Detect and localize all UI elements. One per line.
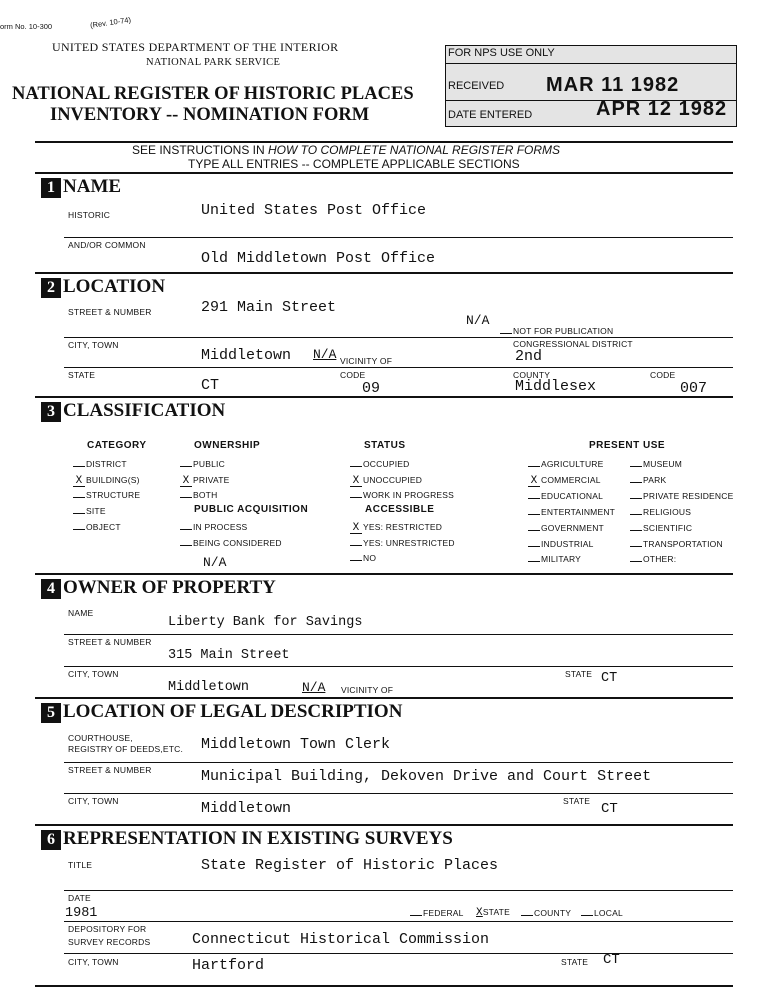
ownership-header: OWNERSHIP — [194, 440, 261, 451]
nps-use-only-label: FOR NPS USE ONLY — [448, 47, 555, 59]
depository-label-line1: DEPOSITORY FOR — [68, 924, 147, 934]
section-4-title: OWNER OF PROPERTY — [63, 577, 276, 598]
service-name: NATIONAL PARK SERVICE — [146, 57, 281, 68]
use-transportation[interactable] — [630, 539, 723, 549]
accessible-yes-restricted-label: YES: RESTRICTED — [363, 522, 443, 532]
form-title-line1: NATIONAL REGISTER OF HISTORIC PLACES — [12, 84, 414, 104]
category-site-label: SITE — [86, 506, 106, 517]
use-transportation-label: TRANSPORTATION — [643, 538, 723, 549]
owner-vicinity-label: VICINITY OF — [341, 685, 394, 695]
survey-local: LOCAL — [581, 907, 623, 918]
legal-street-value[interactable]: Municipal Building, Dekoven Drive and Court Street — [201, 768, 652, 785]
category-building-s-label: BUILDING(S) — [86, 474, 140, 485]
acquisition-in-process[interactable] — [180, 522, 247, 532]
accessible-no-label: NO — [363, 553, 377, 564]
section-2-number: 2 — [41, 278, 61, 298]
use-military-label: MILITARY — [541, 554, 582, 565]
section-1-title: NAME — [63, 176, 122, 197]
use-museum-label: MUSEUM — [643, 459, 682, 469]
state-code-value[interactable]: 09 — [362, 380, 381, 397]
owner-street-label: STREET & NUMBER — [68, 637, 152, 647]
category-site[interactable] — [73, 506, 106, 516]
use-religious-checkbox[interactable] — [630, 514, 642, 515]
use-private-residence-label: PRIVATE RESIDENCE — [643, 490, 734, 501]
owner-name-label: NAME — [68, 608, 94, 618]
acquisition-being-considered[interactable] — [180, 538, 282, 548]
courthouse-value[interactable]: Middletown Town Clerk — [201, 736, 391, 753]
survey-state: XSTATE — [476, 907, 510, 919]
received-stamp: MAR 11 1982 — [546, 74, 680, 96]
ownership-both[interactable] — [180, 490, 217, 500]
common-name-value[interactable]: Old Middletown Post Office — [201, 250, 436, 267]
survey-date-value[interactable]: 1981 — [65, 906, 98, 921]
ownership-public[interactable] — [180, 459, 225, 469]
legal-street-label: STREET & NUMBER — [68, 765, 152, 775]
county-label: COUNTY — [513, 370, 551, 380]
form-number: orm No. 10-300 — [0, 22, 53, 31]
use-commercial-label: COMMERCIAL — [541, 474, 601, 485]
status-unoccupied[interactable] — [350, 475, 422, 487]
use-industrial-checkbox[interactable] — [528, 546, 540, 547]
acquisition-being-considered-label: BEING CONSIDERED — [193, 537, 282, 548]
survey-state-label: STATE — [561, 957, 589, 967]
use-government-checkbox[interactable] — [528, 530, 540, 531]
accessible-yes-unrestricted-label: YES: UNRESTRICTED — [363, 537, 455, 548]
vicinity-of-label: VICINITY OF — [340, 356, 393, 366]
state-label: STATE — [68, 370, 96, 380]
use-industrial[interactable] — [528, 539, 594, 549]
use-park[interactable] — [630, 475, 666, 485]
use-scientific-label: SCIENTIFIC — [643, 522, 693, 533]
legal-state-label: STATE — [563, 796, 591, 806]
category-object-checkbox[interactable] — [73, 529, 85, 530]
ownership-both-label: BOTH — [193, 490, 218, 501]
congressional-district-value[interactable]: 2nd — [515, 348, 543, 365]
use-government-label: GOVERNMENT — [541, 522, 604, 533]
present-use-header: PRESENT USE — [589, 440, 666, 451]
county-code-value[interactable]: 007 — [680, 380, 708, 397]
county-code-label: CODE — [650, 370, 676, 380]
acquisition-na: N/A — [203, 555, 227, 570]
owner-state-value[interactable]: CT — [601, 671, 618, 686]
category-district-checkbox[interactable] — [73, 466, 85, 467]
section-3-number: 3 — [41, 402, 61, 422]
category-building-s-checkbox[interactable]: X — [73, 477, 85, 487]
nps-use-only-box — [445, 45, 737, 127]
owner-vicinity-na: N/A — [302, 680, 326, 695]
acquisition-in-process-checkbox[interactable] — [180, 529, 192, 530]
owner-name-value[interactable]: Liberty Bank for Savings — [168, 615, 363, 630]
use-museum-checkbox[interactable] — [630, 466, 642, 467]
use-other[interactable] — [630, 554, 676, 564]
use-private-residence-checkbox[interactable] — [630, 498, 642, 499]
use-private-residence[interactable] — [630, 491, 733, 501]
status-occupied-checkbox[interactable] — [350, 466, 362, 467]
owner-city-label: CITY, TOWN — [68, 669, 119, 679]
accessible-yes-unrestricted-checkbox[interactable] — [350, 545, 362, 546]
use-industrial-label: INDUSTRIAL — [541, 538, 594, 549]
owner-city-value[interactable]: Middletown — [168, 680, 250, 695]
category-structure-checkbox[interactable] — [73, 497, 85, 498]
use-park-checkbox[interactable] — [630, 482, 642, 483]
category-object[interactable] — [73, 522, 121, 532]
survey-title-label: TITLE — [68, 860, 93, 870]
status-unoccupied-label: UNOCCUPIED — [363, 474, 423, 485]
ownership-private-label: PRIVATE — [193, 474, 230, 485]
use-agriculture-label: AGRICULTURE — [541, 459, 604, 469]
survey-county: COUNTY — [521, 907, 571, 918]
state-code-label: CODE — [340, 370, 366, 380]
section-6-number: 6 — [41, 830, 61, 850]
use-educational-checkbox[interactable] — [528, 498, 540, 499]
department-name: UNITED STATES DEPARTMENT OF THE INTERIOR — [52, 40, 339, 54]
status-work-in-progress-label: WORK IN PROGRESS — [363, 490, 455, 501]
vicinity-na: N/A — [313, 347, 337, 362]
section-6-title: REPRESENTATION IN EXISTING SURVEYS — [63, 828, 453, 849]
category-header: CATEGORY — [87, 440, 147, 451]
ownership-private[interactable] — [180, 475, 230, 487]
survey-title-value[interactable]: State Register of Historic Places — [201, 857, 499, 874]
courthouse-label-line2: REGISTRY OF DEEDS,ETC. — [68, 744, 184, 754]
survey-city-label: CITY, TOWN — [68, 957, 119, 967]
status-work-in-progress[interactable] — [350, 490, 454, 500]
section-5-number: 5 — [41, 703, 61, 723]
use-military-checkbox[interactable] — [528, 561, 540, 562]
use-entertainment[interactable] — [528, 507, 615, 517]
use-scientific[interactable] — [630, 523, 692, 533]
status-work-in-progress-checkbox[interactable] — [350, 497, 362, 498]
use-government[interactable] — [528, 523, 604, 533]
legal-city-label: CITY, TOWN — [68, 796, 119, 806]
acquisition-being-considered-checkbox[interactable] — [180, 545, 192, 546]
use-entertainment-checkbox[interactable] — [528, 514, 540, 515]
use-educational[interactable] — [528, 491, 603, 501]
status-occupied[interactable] — [350, 459, 409, 469]
status-occupied-label: OCCUPIED — [363, 459, 410, 469]
depository-value[interactable]: Connecticut Historical Commission — [192, 931, 490, 948]
historic-label: HISTORIC — [68, 210, 111, 220]
accessible-no[interactable] — [350, 553, 376, 563]
use-religious[interactable] — [630, 507, 691, 517]
section-5-title: LOCATION OF LEGAL DESCRIPTION — [63, 701, 403, 722]
category-district-label: DISTRICT — [86, 459, 127, 469]
category-structure-label: STRUCTURE — [86, 490, 141, 501]
legal-state-value[interactable]: CT — [601, 801, 618, 817]
city-town-value[interactable]: Middletown — [201, 347, 292, 364]
category-structure[interactable] — [73, 490, 140, 500]
street-number-label: STREET & NUMBER — [68, 307, 152, 317]
use-other-label: OTHER: — [643, 554, 677, 565]
acquisition-in-process-label: IN PROCESS — [193, 522, 248, 532]
section-3-title: CLASSIFICATION — [63, 400, 226, 421]
use-commercial-checkbox[interactable]: X — [528, 477, 540, 487]
legal-city-value[interactable]: Middletown — [201, 800, 292, 817]
not-for-publication-label: NOT FOR PUBLICATION — [500, 325, 613, 336]
not-for-publication-na: N/A — [466, 313, 490, 328]
category-building-s[interactable] — [73, 475, 140, 487]
status-unoccupied-checkbox[interactable]: X — [350, 477, 362, 487]
ownership-public-label: PUBLIC — [193, 459, 225, 469]
survey-federal: FEDERAL — [410, 907, 464, 918]
accessible-yes-restricted-checkbox[interactable]: X — [350, 524, 362, 534]
use-entertainment-label: ENTERTAINMENT — [541, 506, 616, 517]
owner-street-value[interactable]: 315 Main Street — [168, 648, 290, 663]
congressional-district-label: CONGRESSIONAL DISTRICT — [513, 339, 633, 349]
use-educational-label: EDUCATIONAL — [541, 490, 604, 501]
use-scientific-checkbox[interactable] — [630, 530, 642, 531]
use-agriculture[interactable] — [528, 459, 604, 469]
use-religious-label: RELIGIOUS — [643, 506, 692, 517]
use-commercial[interactable] — [528, 475, 601, 487]
use-transportation-checkbox[interactable] — [630, 546, 642, 547]
instructions-line2: TYPE ALL ENTRIES -- COMPLETE APPLICABLE SECTIONS — [188, 157, 520, 171]
survey-state-value[interactable]: CT — [603, 952, 620, 968]
accessible-header: ACCESSIBLE — [365, 504, 435, 515]
public-acquisition-header: PUBLIC ACQUISITION — [194, 504, 309, 515]
section-1-number: 1 — [41, 178, 61, 198]
historic-name-value[interactable]: United States Post Office — [201, 202, 427, 219]
ownership-private-checkbox[interactable]: X — [180, 477, 192, 487]
instructions-line1: SEE INSTRUCTIONS IN HOW TO COMPLETE NATIONAL REGISTER FORMS — [132, 143, 561, 157]
use-park-label: PARK — [643, 474, 667, 485]
form-revision: (Rev. 10-74) — [89, 15, 132, 30]
survey-city-value[interactable]: Hartford — [192, 957, 265, 974]
use-agriculture-checkbox[interactable] — [528, 466, 540, 467]
category-object-label: OBJECT — [86, 521, 121, 532]
state-value[interactable]: CT — [201, 377, 220, 394]
category-site-checkbox[interactable] — [73, 513, 85, 514]
date-entered-label: DATE ENTERED — [448, 109, 533, 121]
section-2-title: LOCATION — [63, 276, 166, 297]
status-header: STATUS — [364, 440, 406, 451]
depository-label-line2: SURVEY RECORDS — [68, 937, 151, 947]
ownership-both-checkbox[interactable] — [180, 497, 192, 498]
category-district[interactable] — [73, 459, 127, 469]
accessible-no-checkbox[interactable] — [350, 560, 362, 561]
use-museum[interactable] — [630, 459, 682, 469]
city-town-label: CITY, TOWN — [68, 340, 119, 350]
received-label: RECEIVED — [448, 80, 505, 92]
accessible-yes-unrestricted[interactable] — [350, 538, 455, 548]
section-4-number: 4 — [41, 579, 61, 599]
street-number-value[interactable]: 291 Main Street — [201, 299, 337, 316]
use-other-checkbox[interactable] — [630, 561, 642, 562]
common-name-label: AND/OR COMMON — [68, 240, 146, 250]
form-title-line2: INVENTORY -- NOMINATION FORM — [50, 105, 370, 125]
survey-date-label: DATE — [68, 893, 91, 903]
owner-state-label: STATE — [565, 669, 593, 679]
courthouse-label-line1: COURTHOUSE, — [68, 733, 133, 743]
date-entered-stamp: APR 12 1982 — [596, 98, 728, 120]
county-value[interactable]: Middlesex — [515, 378, 597, 395]
use-military[interactable] — [528, 554, 581, 564]
ownership-public-checkbox[interactable] — [180, 466, 192, 467]
accessible-yes-restricted[interactable] — [350, 522, 442, 534]
